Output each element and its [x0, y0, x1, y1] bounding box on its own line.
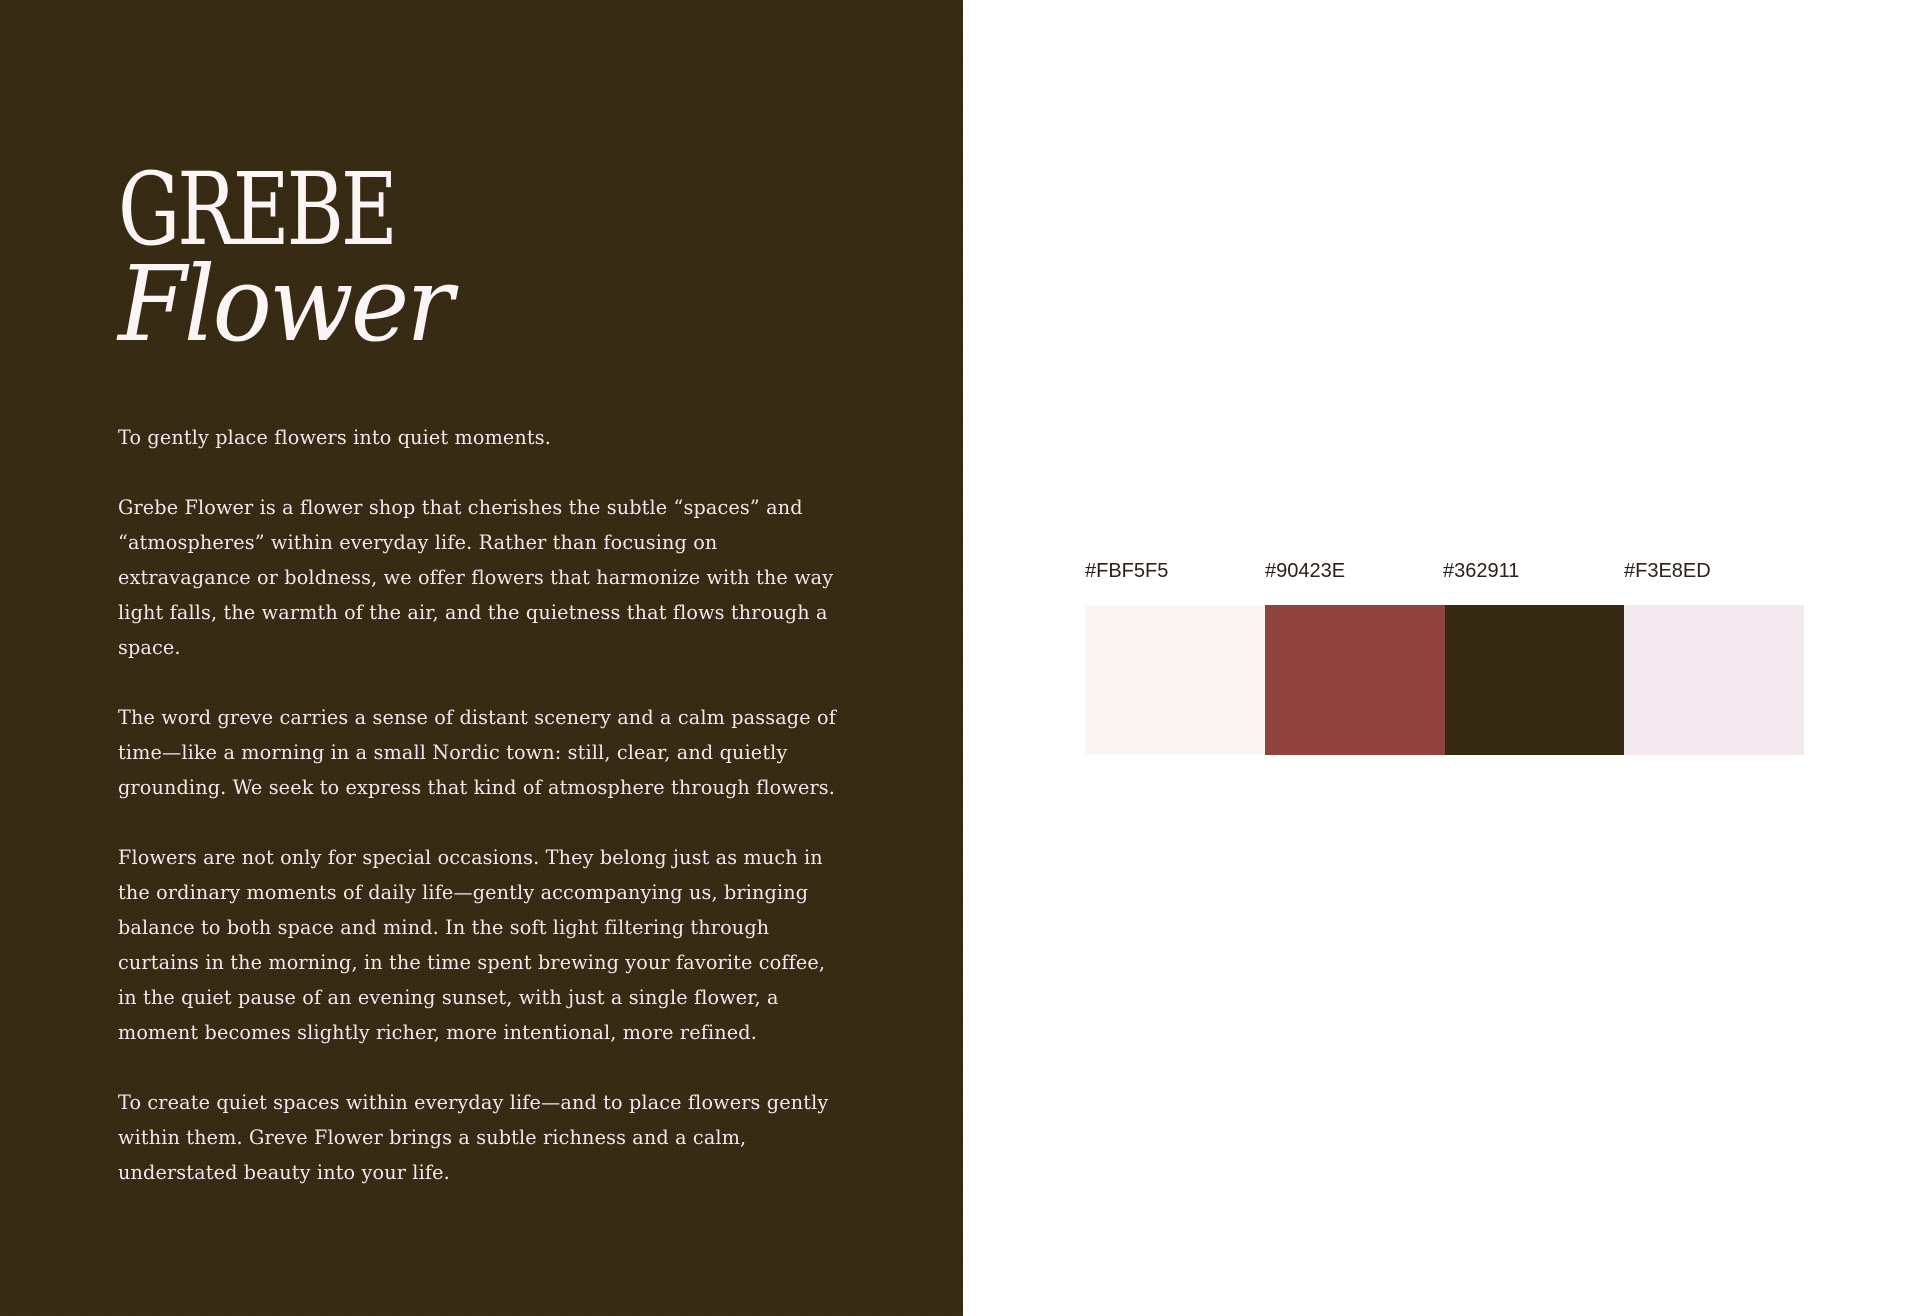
swatch-f3e8ed	[1624, 605, 1804, 755]
brand-story-text	[118, 420, 848, 1225]
story-paragraph: To create quiet spaces within everyday life—and to place flowers gently within them. Greve Flower brings a subtle richness and a calm, understated beauty into your life.	[118, 1091, 829, 1184]
swatch-362911	[1445, 605, 1624, 755]
swatch-label-90423e: #90423E	[1265, 560, 1346, 582]
brand-name-grebe: GREBE	[118, 151, 395, 268]
story-paragraph: The word greve carries a sense of distant scenery and a calm passage of time—like a morning in a small Nordic town: still, clear, and quietly grounding. We seek to express that kind of atmosphere through flowers.	[118, 706, 836, 799]
swatch-90423e	[1265, 605, 1445, 755]
color-palette	[1085, 560, 1804, 590]
swatch-label-f3e8ed: #F3E8ED	[1624, 560, 1711, 582]
swatch-fbf5f5	[1085, 605, 1265, 755]
swatch-labels	[1085, 560, 1804, 590]
swatch-strip	[1085, 605, 1804, 755]
brand-name-flower: Flower	[118, 243, 451, 365]
swatch-label-fbf5f5: #FBF5F5	[1085, 560, 1169, 582]
story-paragraph: Flowers are not only for special occasions. They belong just as much in the ordinary moments of daily life—gently accompanying us, bringing balance to both space and mind. In the soft light filtering through curtains in the morning, in the time spent brewing your favorite coffee, in the quiet pause of an evening sunset, with just a single flower, a moment becomes slightly richer, more intentional, more refined.	[118, 846, 826, 1044]
tagline: To gently place flowers into quiet moments.	[118, 426, 552, 449]
story-paragraph: Grebe Flower is a flower shop that cherishes the subtle “spaces” and “atmospheres” within everyday life. Rather than focusing on extravagance or boldness, we offer flowers that harmonize with the way light falls, the warmth of the air, and the quietness that flows through a space.	[118, 496, 834, 659]
swatch-label-362911: #362911	[1443, 560, 1520, 582]
brand-logotype	[118, 151, 473, 365]
